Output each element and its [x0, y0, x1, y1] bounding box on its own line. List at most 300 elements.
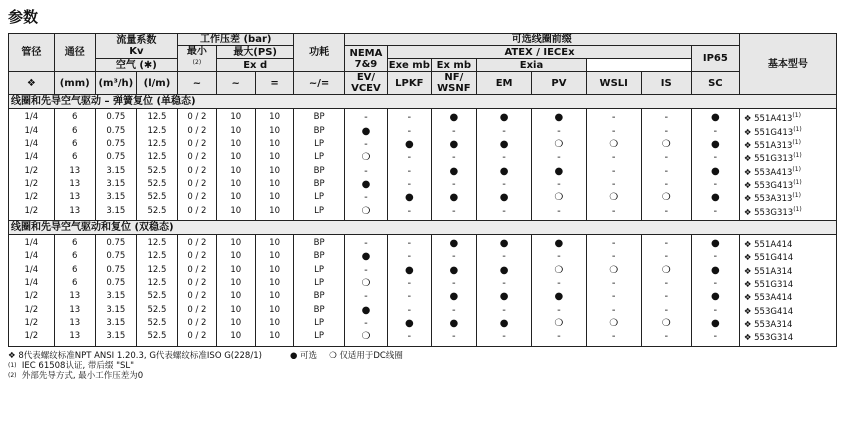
cell-wsli: -	[586, 290, 641, 303]
cell-sc: ●	[691, 165, 739, 178]
cell-lpkf: ●	[388, 264, 431, 277]
cell-model	[739, 138, 836, 151]
cell-bore: 6	[54, 109, 95, 125]
cell-bore: 6	[54, 277, 95, 290]
col-max: 最大(PS)	[216, 46, 294, 59]
cell-lpkf: -	[388, 290, 431, 303]
page-title: 参数	[8, 8, 39, 26]
cell-max-ac: 10	[216, 125, 255, 138]
cell-ev: -	[344, 290, 387, 303]
cell-kv-m3h: 3.15	[95, 191, 136, 204]
cell-power: LP	[294, 264, 344, 277]
unit-max-eq: =	[255, 72, 294, 95]
cell-ev: -	[344, 264, 387, 277]
cell-model	[739, 317, 836, 330]
cell-pv: ❍	[532, 317, 587, 330]
model-note-mark: (1)	[792, 165, 801, 173]
cell-pipe: 1/4	[9, 234, 55, 250]
table-row	[9, 330, 837, 346]
cell-pv: -	[532, 178, 587, 191]
note-thread	[8, 351, 837, 361]
legend-optional: ● 可选	[289, 350, 318, 361]
cell-min: 0 / 2	[178, 151, 217, 164]
col-flow: 流量系数 Kv	[95, 34, 177, 59]
cell-lpkf: -	[388, 250, 431, 263]
cell-max-dc: 10	[255, 330, 294, 346]
cell-max-dc: 10	[255, 264, 294, 277]
section-header	[9, 220, 837, 234]
cell-bore: 13	[54, 205, 95, 221]
cell-min: 0 / 2	[178, 277, 217, 290]
model-note-mark: (1)	[792, 112, 801, 120]
model-number: ❖ 553A414	[743, 293, 793, 304]
cell-bore: 13	[54, 191, 95, 204]
cell-model	[739, 304, 836, 317]
model-note-mark: (1)	[793, 205, 802, 213]
cell-sc: ●	[691, 109, 739, 125]
cell-ev: ●	[344, 304, 387, 317]
cell-nf: ●	[431, 191, 477, 204]
cell-sc: -	[691, 304, 739, 317]
cell-ev: ❍	[344, 330, 387, 346]
col-basic: 基本型号	[739, 34, 836, 95]
cell-pipe: 1/2	[9, 165, 55, 178]
cell-pipe: 1/4	[9, 264, 55, 277]
cell-wsli: ❍	[586, 138, 641, 151]
cell-nf: -	[431, 304, 477, 317]
cell-kv-lm: 12.5	[136, 264, 177, 277]
code-em: EM	[477, 72, 532, 95]
cell-wsli: -	[586, 125, 641, 138]
note-iec-text: IEC 61508认证, 带后缀 "SL"	[21, 360, 135, 371]
unit-m3h: (m³/h)	[95, 72, 136, 95]
cell-sc: ●	[691, 138, 739, 151]
table-body	[9, 95, 837, 346]
unit-min-tilde: ~	[178, 72, 217, 95]
model-number: ❖ 553A313	[743, 194, 793, 205]
cell-bore: 6	[54, 250, 95, 263]
cell-ev: ❍	[344, 151, 387, 164]
cell-nf: ●	[431, 290, 477, 303]
unit-power: ~/=	[294, 72, 344, 95]
cell-max-dc: 10	[255, 138, 294, 151]
cell-pv: ●	[532, 290, 587, 303]
cell-power: LP	[294, 151, 344, 164]
cell-pv: -	[532, 304, 587, 317]
cell-max-ac: 10	[216, 304, 255, 317]
cell-lpkf: -	[388, 277, 431, 290]
cell-max-dc: 10	[255, 290, 294, 303]
cell-min: 0 / 2	[178, 317, 217, 330]
cell-is: ❍	[641, 264, 691, 277]
cell-max-dc: 10	[255, 304, 294, 317]
cell-model	[739, 330, 836, 346]
cell-max-dc: 10	[255, 205, 294, 221]
table-row	[9, 178, 837, 191]
cell-kv-m3h: 0.75	[95, 277, 136, 290]
cell-max-ac: 10	[216, 151, 255, 164]
cell-sc: -	[691, 250, 739, 263]
cell-max-ac: 10	[216, 138, 255, 151]
col-bore: 通径	[54, 34, 95, 72]
cell-sc: ●	[691, 191, 739, 204]
cell-model	[739, 191, 836, 204]
cell-kv-m3h: 0.75	[95, 138, 136, 151]
cell-model	[739, 277, 836, 290]
model-number: ❖ 553G314	[743, 333, 794, 344]
cell-sc: ●	[691, 264, 739, 277]
cell-em: ●	[477, 264, 532, 277]
cell-power: BP	[294, 178, 344, 191]
cell-sc: ●	[691, 317, 739, 330]
cell-pipe: 1/2	[9, 330, 55, 346]
cell-is: -	[641, 165, 691, 178]
cell-model	[739, 165, 836, 178]
table-row	[9, 250, 837, 263]
cell-model	[739, 109, 836, 125]
cell-nf: ●	[431, 138, 477, 151]
cell-power: LP	[294, 191, 344, 204]
cell-is: -	[641, 304, 691, 317]
cell-bore: 13	[54, 330, 95, 346]
code-ev: EV/ VCEV	[344, 72, 387, 95]
cell-kv-m3h: 3.15	[95, 165, 136, 178]
cell-pv: ●	[532, 109, 587, 125]
cell-kv-lm: 52.5	[136, 165, 177, 178]
cell-min: 0 / 2	[178, 330, 217, 346]
cell-kv-m3h: 3.15	[95, 330, 136, 346]
cell-kv-m3h: 0.75	[95, 250, 136, 263]
cell-min: 0 / 2	[178, 178, 217, 191]
col-exia: Exia	[477, 59, 587, 72]
cell-max-ac: 10	[216, 317, 255, 330]
cell-pv: -	[532, 205, 587, 221]
section-title: 线圈和先导空气驱动 – 弹簧复位 (单稳态)	[9, 95, 837, 109]
cell-lpkf: -	[388, 205, 431, 221]
cell-em: -	[477, 178, 532, 191]
footnotes	[8, 351, 837, 381]
cell-lpkf: -	[388, 178, 431, 191]
table-row	[9, 125, 837, 138]
cell-max-ac: 10	[216, 178, 255, 191]
cell-kv-lm: 52.5	[136, 191, 177, 204]
cell-ev: ❍	[344, 205, 387, 221]
cell-is: -	[641, 234, 691, 250]
code-lpkf: LPKF	[388, 72, 431, 95]
cell-sc: ●	[691, 234, 739, 250]
cell-wsli: ❍	[586, 191, 641, 204]
cell-pipe: 1/2	[9, 191, 55, 204]
cell-is: -	[641, 290, 691, 303]
cell-kv-m3h: 0.75	[95, 151, 136, 164]
cell-model	[739, 205, 836, 221]
cell-max-ac: 10	[216, 264, 255, 277]
table-row	[9, 191, 837, 204]
cell-is: -	[641, 109, 691, 125]
cell-kv-lm: 12.5	[136, 109, 177, 125]
col-min: 最小 $^{(2)}$	[178, 46, 217, 72]
cell-ev: -	[344, 165, 387, 178]
cell-wsli: -	[586, 234, 641, 250]
cell-pv: -	[532, 277, 587, 290]
cell-kv-m3h: 0.75	[95, 234, 136, 250]
cell-kv-lm: 12.5	[136, 138, 177, 151]
cell-em: ●	[477, 317, 532, 330]
cell-model	[739, 151, 836, 164]
cell-is: -	[641, 125, 691, 138]
cell-em: -	[477, 151, 532, 164]
cell-bore: 13	[54, 290, 95, 303]
cell-pipe: 1/2	[9, 290, 55, 303]
col-pipe: 管径	[9, 34, 55, 72]
cell-pipe: 1/2	[9, 317, 55, 330]
cell-model	[739, 250, 836, 263]
cell-em: ●	[477, 290, 532, 303]
table-row	[9, 165, 837, 178]
model-number: ❖ 551A413	[743, 114, 793, 125]
cell-kv-m3h: 0.75	[95, 109, 136, 125]
cell-lpkf: -	[388, 304, 431, 317]
cell-lpkf: -	[388, 109, 431, 125]
model-note-mark: (1)	[792, 192, 801, 200]
cell-nf: ●	[431, 234, 477, 250]
cell-wsli: -	[586, 109, 641, 125]
cell-em: -	[477, 125, 532, 138]
note-thread-text: ❖ 8代表螺纹标准NPT ANSI 1.20.3, G代表螺纹标准ISO G(228/1)	[8, 350, 262, 361]
cell-sc: -	[691, 277, 739, 290]
cell-nf: -	[431, 205, 477, 221]
cell-ev: ●	[344, 178, 387, 191]
cell-lpkf: ●	[388, 138, 431, 151]
cell-power: LP	[294, 205, 344, 221]
table-row	[9, 234, 837, 250]
cell-kv-lm: 12.5	[136, 250, 177, 263]
cell-kv-lm: 12.5	[136, 151, 177, 164]
cell-em: -	[477, 330, 532, 346]
cell-kv-lm: 52.5	[136, 304, 177, 317]
cell-em: -	[477, 304, 532, 317]
cell-em: -	[477, 277, 532, 290]
table-row	[9, 264, 837, 277]
code-wsli: WSLI	[586, 72, 641, 95]
table-row	[9, 290, 837, 303]
cell-em: -	[477, 250, 532, 263]
cell-nf: ●	[431, 109, 477, 125]
col-pressure: 工作压差 (bar)	[178, 34, 294, 46]
cell-min: 0 / 2	[178, 304, 217, 317]
unit-max-tilde: ~	[216, 72, 255, 95]
cell-kv-lm: 12.5	[136, 125, 177, 138]
cell-power: BP	[294, 165, 344, 178]
cell-sc: -	[691, 125, 739, 138]
model-number: ❖ 553G413	[743, 180, 794, 191]
cell-max-dc: 10	[255, 125, 294, 138]
cell-em: ●	[477, 234, 532, 250]
cell-model	[739, 234, 836, 250]
cell-model	[739, 178, 836, 191]
table-row	[9, 109, 837, 125]
cell-lpkf: -	[388, 330, 431, 346]
cell-pipe: 1/4	[9, 277, 55, 290]
cell-is: ❍	[641, 317, 691, 330]
spec-table	[8, 33, 837, 347]
cell-bore: 6	[54, 234, 95, 250]
cell-kv-lm: 12.5	[136, 277, 177, 290]
cell-bore: 13	[54, 178, 95, 191]
cell-max-ac: 10	[216, 234, 255, 250]
cell-max-ac: 10	[216, 191, 255, 204]
cell-kv-m3h: 0.75	[95, 125, 136, 138]
cell-min: 0 / 2	[178, 205, 217, 221]
cell-min: 0 / 2	[178, 234, 217, 250]
cell-is: -	[641, 178, 691, 191]
cell-power: LP	[294, 317, 344, 330]
code-nf: NF/ WSNF	[431, 72, 477, 95]
code-sc: SC	[691, 72, 739, 95]
cell-wsli: -	[586, 205, 641, 221]
table-row	[9, 205, 837, 221]
col-nema: NEMA 7&9	[344, 46, 387, 72]
cell-lpkf: -	[388, 234, 431, 250]
cell-min: 0 / 2	[178, 165, 217, 178]
cell-max-ac: 10	[216, 330, 255, 346]
cell-wsli: -	[586, 277, 641, 290]
col-exd: Ex d	[216, 59, 294, 72]
cell-lpkf: ●	[388, 317, 431, 330]
cell-power: LP	[294, 138, 344, 151]
cell-bore: 13	[54, 165, 95, 178]
cell-lpkf: -	[388, 165, 431, 178]
model-note-mark: (1)	[793, 125, 802, 133]
cell-nf: -	[431, 250, 477, 263]
model-number: ❖ 553G414	[743, 306, 794, 317]
cell-model	[739, 264, 836, 277]
col-air: 空气 (✱)	[95, 59, 177, 72]
code-is: IS	[641, 72, 691, 95]
cell-ev: ●	[344, 250, 387, 263]
cell-pv: ●	[532, 234, 587, 250]
cell-nf: -	[431, 151, 477, 164]
cell-wsli: -	[586, 330, 641, 346]
col-exemb: Exe mb	[388, 59, 430, 71]
cell-kv-m3h: 3.15	[95, 205, 136, 221]
cell-pipe: 1/2	[9, 205, 55, 221]
cell-power: BP	[294, 125, 344, 138]
cell-is: -	[641, 151, 691, 164]
model-number: ❖ 551A414	[743, 239, 793, 250]
unit-bore: (mm)	[54, 72, 95, 95]
table-row	[9, 304, 837, 317]
model-number: ❖ 553A314	[743, 319, 793, 330]
cell-em: -	[477, 205, 532, 221]
col-exmb: Ex mb	[431, 59, 477, 72]
col-ip65: IP65	[691, 46, 739, 72]
cell-kv-lm: 52.5	[136, 290, 177, 303]
cell-wsli: -	[586, 304, 641, 317]
cell-kv-m3h: 3.15	[95, 290, 136, 303]
cell-pv: -	[532, 151, 587, 164]
col-prefix: 可选线圈前缀	[344, 34, 739, 46]
cell-power: LP	[294, 330, 344, 346]
unit-pipe: ❖	[9, 72, 55, 95]
cell-wsli: ❍	[586, 264, 641, 277]
cell-bore: 6	[54, 138, 95, 151]
cell-sc: ●	[691, 290, 739, 303]
cell-is: -	[641, 277, 691, 290]
cell-kv-m3h: 3.15	[95, 317, 136, 330]
model-note-mark: (1)	[792, 138, 801, 146]
cell-pv: -	[532, 125, 587, 138]
model-number: ❖ 551G313	[743, 154, 794, 165]
cell-pv: ●	[532, 165, 587, 178]
cell-lpkf: -	[388, 125, 431, 138]
cell-kv-lm: 52.5	[136, 330, 177, 346]
model-number: ❖ 553G313	[743, 207, 794, 218]
cell-is: ❍	[641, 191, 691, 204]
cell-max-ac: 10	[216, 290, 255, 303]
cell-nf: ●	[431, 165, 477, 178]
cell-pipe: 1/4	[9, 138, 55, 151]
section-title: 线圈和先导空气驱动和复位 (双稳态)	[9, 220, 837, 234]
cell-max-dc: 10	[255, 317, 294, 330]
section-header	[9, 95, 837, 109]
cell-em: ●	[477, 165, 532, 178]
cell-ev: -	[344, 109, 387, 125]
cell-sc: -	[691, 178, 739, 191]
cell-max-ac: 10	[216, 250, 255, 263]
col-power: 功耗	[294, 34, 344, 72]
model-number: ❖ 551G413	[743, 127, 794, 138]
cell-pv: ❍	[532, 264, 587, 277]
table-row	[9, 151, 837, 164]
cell-em: ●	[477, 191, 532, 204]
cell-is: ❍	[641, 138, 691, 151]
cell-wsli: -	[586, 151, 641, 164]
cell-power: BP	[294, 290, 344, 303]
cell-wsli: -	[586, 250, 641, 263]
cell-min: 0 / 2	[178, 191, 217, 204]
cell-kv-lm: 12.5	[136, 234, 177, 250]
model-number: ❖ 551G314	[743, 279, 794, 290]
note-pilot	[8, 371, 837, 381]
cell-is: -	[641, 250, 691, 263]
table-row	[9, 138, 837, 151]
cell-max-dc: 10	[255, 191, 294, 204]
code-pv: PV	[532, 72, 587, 95]
cell-kv-m3h: 3.15	[95, 304, 136, 317]
cell-kv-m3h: 0.75	[95, 264, 136, 277]
table-header	[9, 34, 837, 95]
cell-power: BP	[294, 109, 344, 125]
col-atex: ATEX / IECEx	[388, 46, 692, 59]
cell-ev: -	[344, 138, 387, 151]
cell-power: BP	[294, 304, 344, 317]
cell-ev: ❍	[344, 277, 387, 290]
note-pilot-text: 外部先导方式, 最小工作压差为0	[21, 370, 144, 381]
note-pilot-mark: (2)	[8, 371, 17, 379]
cell-sc: -	[691, 151, 739, 164]
cell-nf: ●	[431, 264, 477, 277]
cell-nf: ●	[431, 317, 477, 330]
cell-max-ac: 10	[216, 277, 255, 290]
cell-bore: 6	[54, 264, 95, 277]
cell-min: 0 / 2	[178, 125, 217, 138]
cell-max-ac: 10	[216, 205, 255, 221]
cell-wsli: ❍	[586, 317, 641, 330]
cell-bore: 6	[54, 125, 95, 138]
cell-sc: -	[691, 205, 739, 221]
cell-kv-m3h: 3.15	[95, 178, 136, 191]
